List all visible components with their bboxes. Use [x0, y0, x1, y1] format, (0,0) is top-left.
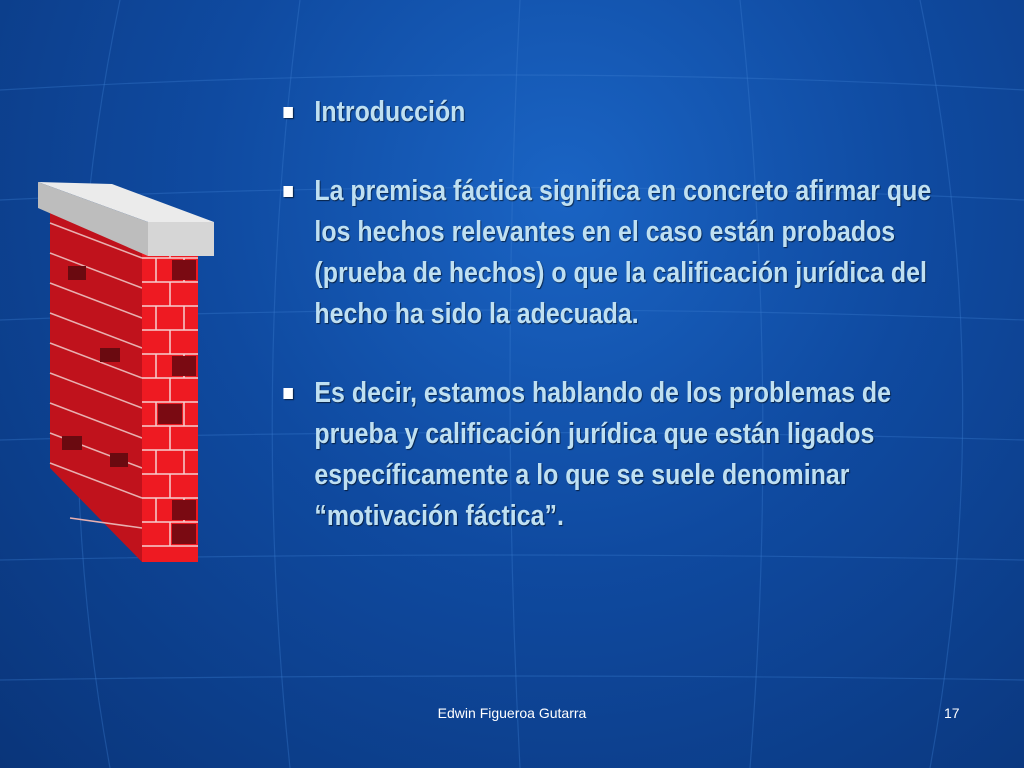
bullet-text: Introducción	[314, 96, 466, 128]
bullet-text: La premisa fáctica significa en concreto afirmar que los hechos relevantes en el caso están probados (prueba de hechos) o que la calificación jurídica del hecho ha sido la adecuada.	[314, 175, 932, 330]
footer-author: Edwin Figueroa Gutarra	[437, 705, 587, 721]
square-bullet-icon	[283, 186, 292, 197]
square-bullet-icon	[283, 107, 292, 118]
bullet-item	[280, 171, 968, 335]
bullet-item	[280, 373, 968, 537]
bullet-list	[280, 92, 980, 575]
bullet-item	[280, 92, 968, 133]
square-bullet-icon	[283, 388, 292, 399]
bullet-text: Es decir, estamos hablando de los problemas de prueba y calificación jurídica que están ligados específicamente a lo que se suele denominar “motivación fáctica”.	[314, 377, 891, 532]
brick-wall-icon	[30, 178, 220, 568]
page-number: 17	[944, 705, 960, 721]
